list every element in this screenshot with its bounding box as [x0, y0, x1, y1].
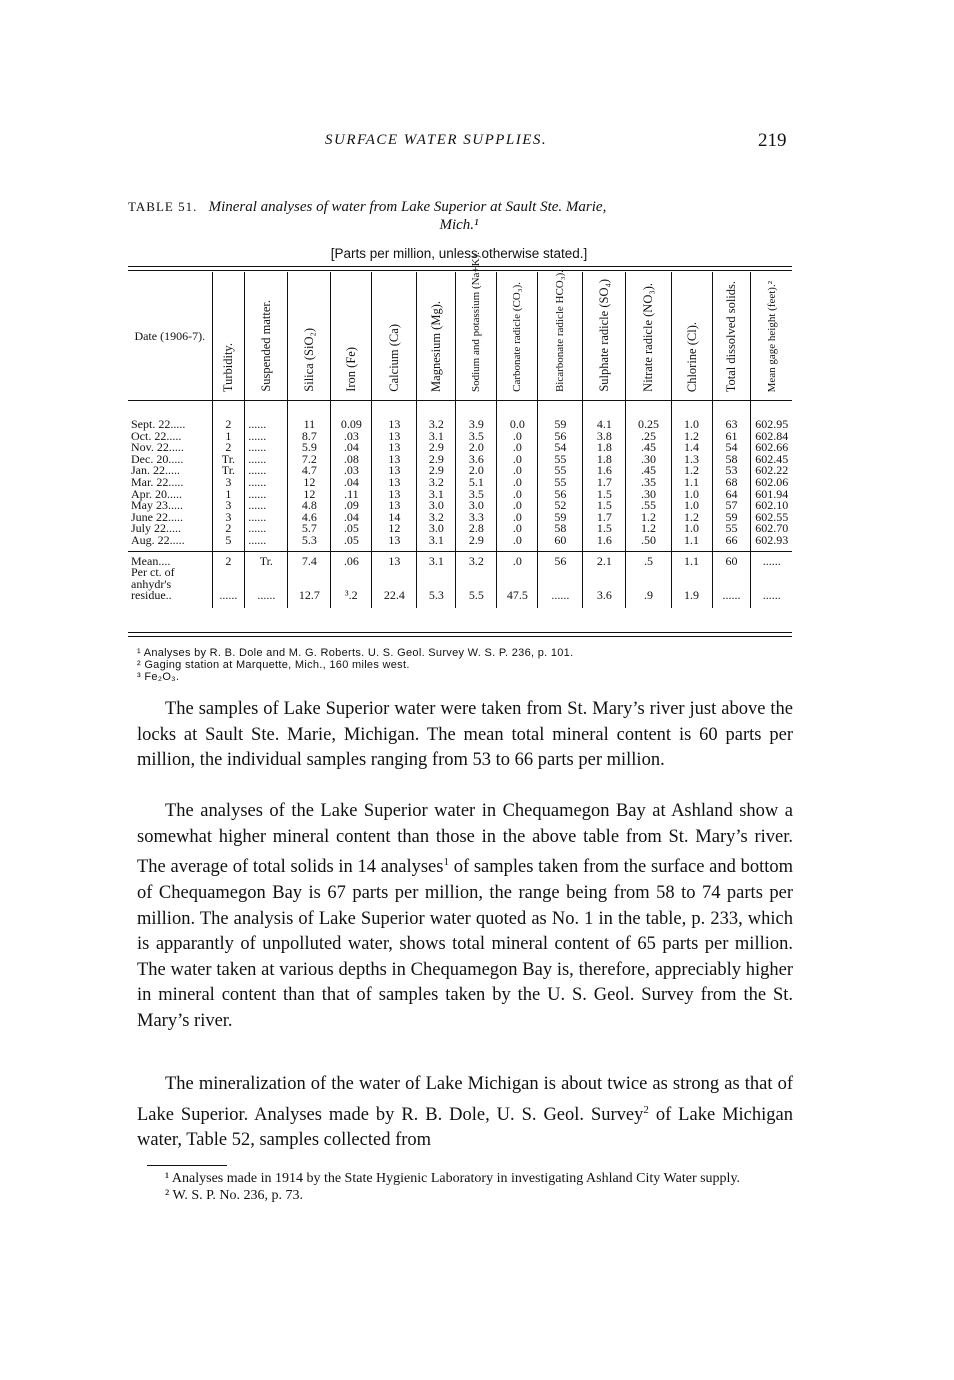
table-cell: .11	[344, 486, 359, 501]
table-cell: .05	[343, 532, 359, 547]
table-cell: 1.9	[671, 567, 712, 608]
table-cell: 1.4	[684, 440, 699, 455]
table-cell: 1.5	[596, 486, 612, 501]
table-cell: 13	[388, 440, 401, 455]
table-cell: ......	[248, 428, 267, 443]
column-header-turbidity: Turbidity.	[212, 272, 245, 401]
table-cell: 2	[212, 551, 245, 567]
column-header-nitrate: Nitrate radicle (NO₃).	[626, 272, 671, 401]
table-cell: 1.6	[596, 532, 612, 547]
table-cell: 3.5	[468, 428, 484, 443]
table-cell: Jan. 22.....	[131, 463, 180, 478]
table-cell: June 22.....	[131, 509, 183, 524]
table-cell: 3.0	[428, 498, 444, 513]
table-cell: 3	[225, 498, 232, 513]
table-cell-column	[288, 401, 331, 552]
table-label: TABLE 51.	[128, 199, 198, 214]
table-cell: ......	[248, 440, 267, 455]
table-title-line2: Mich.¹	[439, 217, 479, 233]
table-cell: 56	[554, 486, 567, 501]
table-cell: 1.2	[684, 509, 699, 524]
paragraph-text: The analyses of the Lake Superior water in Chequamegon Bay at Ashland show a somewhat higher mineral content than those in the above table from St. Mary’s river. The average of total solids in 14 analyses$^1$ of samples taken from the surface and bottom of Chequamegon Bay is 67 parts per million, the range being from 58 to 74 parts per million. The analysis of Lake Superior water quoted as No. 1 in the table, p. 233, which is apparantly of unpolluted water, shows total mineral content of 65 parts per million. The water taken at various depths in Chequamegon Bay is, therefore, appreciably higher in mineral content than that of samples taken by the U. S. Geol. Survey from the St. Mary’s river.	[137, 801, 793, 1031]
table-cell: ......	[712, 567, 751, 608]
table-cell: 13	[388, 498, 401, 513]
table-cell: 0.25	[637, 417, 659, 431]
table-cell: 1.5	[596, 521, 612, 536]
table-cell: 602.95	[755, 417, 789, 431]
table-cell-column	[372, 401, 417, 552]
footnote-ref: 2	[643, 1103, 649, 1116]
table-cell: Apr. 20.....	[131, 486, 182, 501]
table-cell: 1.0	[684, 498, 699, 513]
table-cell: 13	[388, 463, 401, 478]
table-cell: 1.6	[596, 463, 612, 478]
table-cell: 7.2	[301, 451, 317, 466]
table-cell: 2.9	[428, 440, 444, 455]
table-cell: 58	[725, 451, 738, 466]
table-cell: 64	[725, 486, 738, 501]
table-cell: 3.1	[428, 486, 444, 501]
table-cell: 5.3	[417, 567, 456, 608]
table-cell: 1	[225, 428, 232, 443]
table-cell: ......	[248, 463, 267, 478]
table-cell: 3.6	[468, 451, 484, 466]
body-paragraph	[137, 799, 793, 1035]
table-cell: 1	[225, 486, 232, 501]
table-cell: 13	[388, 532, 401, 547]
table-cell: .09	[343, 498, 359, 513]
table-cell: ......	[248, 509, 267, 524]
table-cell: 3.9	[468, 417, 484, 431]
table-cell: .08	[343, 451, 359, 466]
table-row-percent-residue	[128, 567, 792, 608]
table-cell: .45	[640, 440, 656, 455]
table-cell: Tr.	[221, 451, 236, 466]
table-cell: Tr.	[221, 463, 236, 478]
table-cell: Dec. 20.....	[131, 451, 184, 466]
table-cell: .35	[640, 474, 656, 489]
table-cell: ......	[751, 551, 792, 567]
table-cell: 1.2	[684, 428, 699, 443]
table-cell-column	[583, 401, 626, 552]
table-cell: 5.1	[468, 474, 484, 489]
table-cell: 2	[225, 440, 232, 455]
column-header-silica: Silica (SiO₂)	[288, 272, 331, 401]
table-cell: 55	[725, 521, 738, 536]
table-cell-column	[331, 401, 372, 552]
table-cell-column	[456, 401, 497, 552]
table-cell: 0.09	[340, 417, 362, 431]
table-cell: .04	[343, 474, 359, 489]
table-cell: 12	[303, 474, 316, 489]
table-cell: 3.2	[456, 551, 497, 567]
table-cell: 58	[554, 521, 567, 536]
table-cell: 602.84	[755, 428, 789, 443]
table-cell: 5.5	[456, 567, 497, 608]
table-cell: 22.4	[372, 567, 417, 608]
footnote-separator	[147, 1165, 227, 1166]
table-cell: 5.3	[301, 532, 317, 547]
table-cell: .45	[640, 463, 656, 478]
table-cell: Per ct. of anhydr's residue..	[131, 565, 175, 603]
table-cell: 602.93	[755, 532, 789, 547]
table-cell: 1.7	[596, 509, 612, 524]
table-cell: ......	[212, 567, 245, 608]
table-cell: 1.5	[596, 498, 612, 513]
table-cell: 11	[303, 417, 316, 431]
table-title-line1: Mineral analyses of water from Lake Superior at Sault Ste. Marie,	[208, 199, 607, 215]
table-cell: 57	[725, 498, 738, 513]
table-cell: 12	[303, 486, 316, 501]
table-cell: 3	[225, 474, 232, 489]
column-header-gage-height: Mean gage height (feet).²	[751, 272, 792, 401]
table-cell: 55	[554, 451, 567, 466]
table-cell: 59	[554, 417, 567, 431]
table-cell: 1.0	[684, 521, 699, 536]
table-cell: 60	[554, 532, 567, 547]
table-cell: 3.1	[428, 532, 444, 547]
table-cell: .0	[512, 451, 522, 466]
table-cell: 54	[725, 440, 738, 455]
column-header-carbonate: Carbonate radicle (CO₃).	[497, 272, 538, 401]
table-cell: 4.1	[596, 417, 612, 431]
table-cell: .30	[640, 486, 656, 501]
table-cell: .06	[331, 551, 372, 567]
table-cell: 1.1	[671, 551, 712, 567]
table-cell: Aug. 22.....	[131, 532, 185, 547]
column-header-date: Date (1906-7).	[128, 272, 212, 401]
column-header-sodium-potassium: Sodium and potassium (Na+K).	[456, 272, 497, 401]
table-cell: 5	[225, 532, 232, 547]
page-number: 219	[758, 130, 787, 151]
table-cell: ......	[538, 567, 583, 608]
table-cell: 602.70	[755, 521, 789, 536]
table-cell: 601.94	[755, 486, 789, 501]
table-cell: 1.3	[684, 451, 699, 466]
table-cell: ......	[248, 417, 267, 431]
table-cell: 13	[372, 551, 417, 567]
column-header-sulphate: Sulphate radicle (SO₄)	[583, 272, 626, 401]
table-cell-column	[751, 401, 792, 552]
table-cell: 54	[554, 440, 567, 455]
table-cell: 0.0	[509, 417, 525, 431]
table-cell-column	[212, 401, 245, 552]
table-cell: .55	[640, 498, 656, 513]
table-cell: 1.0	[684, 486, 699, 501]
table-cell: ......	[248, 532, 267, 547]
table-header-row	[128, 272, 792, 401]
table-cell: 1.2	[640, 521, 656, 536]
column-header-total-solids: Total dissolved solids.	[712, 272, 751, 401]
table-cell: ......	[248, 451, 267, 466]
table-cell: 12	[388, 521, 401, 536]
table-cell: .9	[626, 567, 671, 608]
table-cell: 3.5	[468, 486, 484, 501]
table-cell-column	[417, 401, 456, 552]
table-cell: 13	[388, 451, 401, 466]
table-cell: 2	[225, 521, 232, 536]
table-cell: 53	[725, 463, 738, 478]
table-cell: 5.7	[301, 521, 317, 536]
table-cell-column	[128, 401, 212, 552]
table-cell: 1.0	[684, 417, 699, 431]
table-caption	[128, 198, 790, 234]
table-cell: Nov. 22.....	[131, 440, 184, 455]
table-cell: 7.4	[288, 551, 331, 567]
table-cell: Mean....	[128, 551, 212, 567]
table-cell: 59	[554, 509, 567, 524]
table-cell: .0	[512, 509, 522, 524]
table-cell-column	[245, 401, 288, 552]
table-cell: 13	[388, 474, 401, 489]
table-cell: ......	[248, 486, 267, 501]
table-cell: 1.2	[640, 509, 656, 524]
table-cell: 56	[554, 428, 567, 443]
table-cell: .5	[626, 551, 671, 567]
table-cell: .03	[343, 428, 359, 443]
table-bottom-rule-inner	[128, 636, 792, 637]
table-cell: 602.22	[755, 463, 789, 478]
table-cell: 3.0	[428, 521, 444, 536]
table-cell: 2.0	[468, 463, 484, 478]
table-cell: 13	[388, 428, 401, 443]
table-top-rule	[128, 266, 792, 267]
table-cell: July 22.....	[131, 521, 182, 536]
column-header-calcium: Calcium (Ca)	[372, 272, 417, 401]
table-footnote: ¹ Analyses by R. B. Dole and M. G. Roberts. U. S. Geol. Survey W. S. P. 236, p. 101.	[137, 647, 574, 659]
table-cell: .0	[512, 428, 522, 443]
table-cell: .0	[512, 463, 522, 478]
table-cell: Sept. 22.....	[131, 417, 186, 431]
table-cell: 13	[388, 486, 401, 501]
table-cell: Tr.	[245, 551, 288, 567]
table-cell: 12.7	[288, 567, 331, 608]
paragraph-text: The samples of Lake Superior water were taken from St. Mary’s river just above the locks at Sault Ste. Marie, Michigan. The mean total mineral content is 60 parts per million, the individual samples ranging from 53 to 66 parts per million.	[137, 699, 793, 771]
table-cell: 3.3	[468, 509, 484, 524]
table-cell: 4.7	[301, 463, 317, 478]
table-cell: 1.7	[596, 474, 612, 489]
units-note: [Parts per million, unless otherwise stated.]	[330, 246, 588, 261]
table-cell: 1.2	[684, 463, 699, 478]
table-data-block	[128, 401, 792, 552]
table-cell: 66	[725, 532, 738, 547]
table-cell: 1.8	[596, 451, 612, 466]
table-cell: 3.0	[468, 498, 484, 513]
table-cell: .0	[512, 440, 522, 455]
table-row-mean	[128, 551, 792, 567]
column-header-magnesium: Magnesium (Mg).	[417, 272, 456, 401]
table-cell: .0	[512, 474, 522, 489]
body-paragraph	[137, 697, 793, 774]
table-cell: 3.8	[596, 428, 612, 443]
body-paragraph	[137, 1072, 793, 1154]
page-footnote: ¹ Analyses made in 1914 by the State Hygienic Laboratory in investigating Ashland City Water supply.	[165, 1171, 741, 1186]
table-cell: 3	[225, 509, 232, 524]
table-cell: May 23.....	[131, 498, 183, 513]
table-cell: 2.9	[428, 451, 444, 466]
table-cell: 1.1	[684, 474, 699, 489]
table-cell-column	[497, 401, 538, 552]
table-cell: 602.06	[755, 474, 789, 489]
table-cell: 3.2	[428, 474, 444, 489]
running-title: SURFACE WATER SUPPLIES.	[325, 132, 548, 148]
table-cell: ......	[248, 521, 267, 536]
table-cell: .0	[497, 551, 538, 567]
table-cell: .05	[343, 521, 359, 536]
table-cell: 2.9	[428, 463, 444, 478]
column-header-suspended-matter: Suspended matter.	[245, 272, 288, 401]
table-cell: 2.1	[583, 551, 626, 567]
table-cell: 5.9	[301, 440, 317, 455]
table-cell-column	[712, 401, 751, 552]
table-cell: ......	[751, 567, 792, 608]
table-cell: ......	[245, 567, 288, 608]
table-cell: 4.6	[301, 509, 317, 524]
table-footnotes	[137, 647, 573, 683]
table-cell: 47.5	[497, 567, 538, 608]
table-cell: .0	[512, 532, 522, 547]
table-cell: Oct. 22.....	[131, 428, 182, 443]
table-cell: ......	[248, 474, 267, 489]
column-header-bicarbonate: Bicarbonate radicle HCO₃).	[538, 272, 583, 401]
table-cell-column	[626, 401, 671, 552]
table-cell: .50	[640, 532, 656, 547]
table-cell: ³.2	[331, 567, 372, 608]
table-cell: Mar. 22.....	[131, 474, 184, 489]
table-cell: ......	[248, 498, 267, 513]
page-footnotes	[147, 1170, 797, 1204]
table-cell: .25	[640, 428, 656, 443]
table-cell: 602.10	[755, 498, 789, 513]
table-cell: .03	[343, 463, 359, 478]
table-cell: 55	[554, 463, 567, 478]
table-cell: .04	[343, 509, 359, 524]
table-cell-column	[538, 401, 583, 552]
table-cell: 8.7	[301, 428, 317, 443]
table-cell: .30	[640, 451, 656, 466]
table-cell: 63	[725, 417, 738, 431]
table-cell: 3.6	[583, 567, 626, 608]
table-cell: 55	[554, 474, 567, 489]
table-cell: 3.2	[428, 417, 444, 431]
table-cell: 59	[725, 509, 738, 524]
table-cell: 602.45	[755, 451, 789, 466]
table-cell: 1.8	[596, 440, 612, 455]
table-cell: 3.1	[417, 551, 456, 567]
table-footnote: ³ Fe₂O₃.	[137, 671, 180, 683]
table-cell: .04	[343, 440, 359, 455]
table-cell-column	[671, 401, 712, 552]
table-bottom-rule	[128, 632, 792, 633]
table-cell: 13	[388, 417, 401, 431]
table-cell: 61	[725, 428, 738, 443]
table-footnote: ² Gaging station at Marquette, Mich., 160 miles west.	[137, 659, 410, 671]
table-cell: 2.0	[468, 440, 484, 455]
column-header-chlorine: Chlorine (Cl).	[671, 272, 712, 401]
column-header-iron: Iron (Fe)	[331, 272, 372, 401]
table-cell: .0	[512, 486, 522, 501]
table-cell: 3.2	[428, 509, 444, 524]
table-cell: 3.1	[428, 428, 444, 443]
table-cell: 602.55	[755, 509, 789, 524]
table-cell: 2.8	[468, 521, 484, 536]
table-cell: .0	[512, 521, 522, 536]
table-cell: 56	[538, 551, 583, 567]
table-cell: 4.8	[301, 498, 317, 513]
page-footnote: ² W. S. P. No. 236, p. 73.	[165, 1188, 304, 1203]
table-top-rule-inner	[128, 270, 792, 271]
table-cell: 60	[712, 551, 751, 567]
table-cell: 1.1	[684, 532, 699, 547]
paragraph-text: The mineralization of the water of Lake Michigan is about twice as strong as that of Lake Superior. Analyses made by R. B. Dole, U. S. Geol. Survey$^2$ of Lake Michigan water, Table 52, samples collected from	[137, 1074, 793, 1151]
table-cell: 2.9	[468, 532, 484, 547]
table-cell: 14	[388, 509, 401, 524]
table-cell: 52	[554, 498, 567, 513]
table-cell: .0	[512, 498, 522, 513]
footnote-ref: 1	[443, 856, 449, 869]
table-cell: 2	[225, 417, 232, 431]
table-cell: 68	[725, 474, 738, 489]
table-cell: 602.66	[755, 440, 789, 455]
